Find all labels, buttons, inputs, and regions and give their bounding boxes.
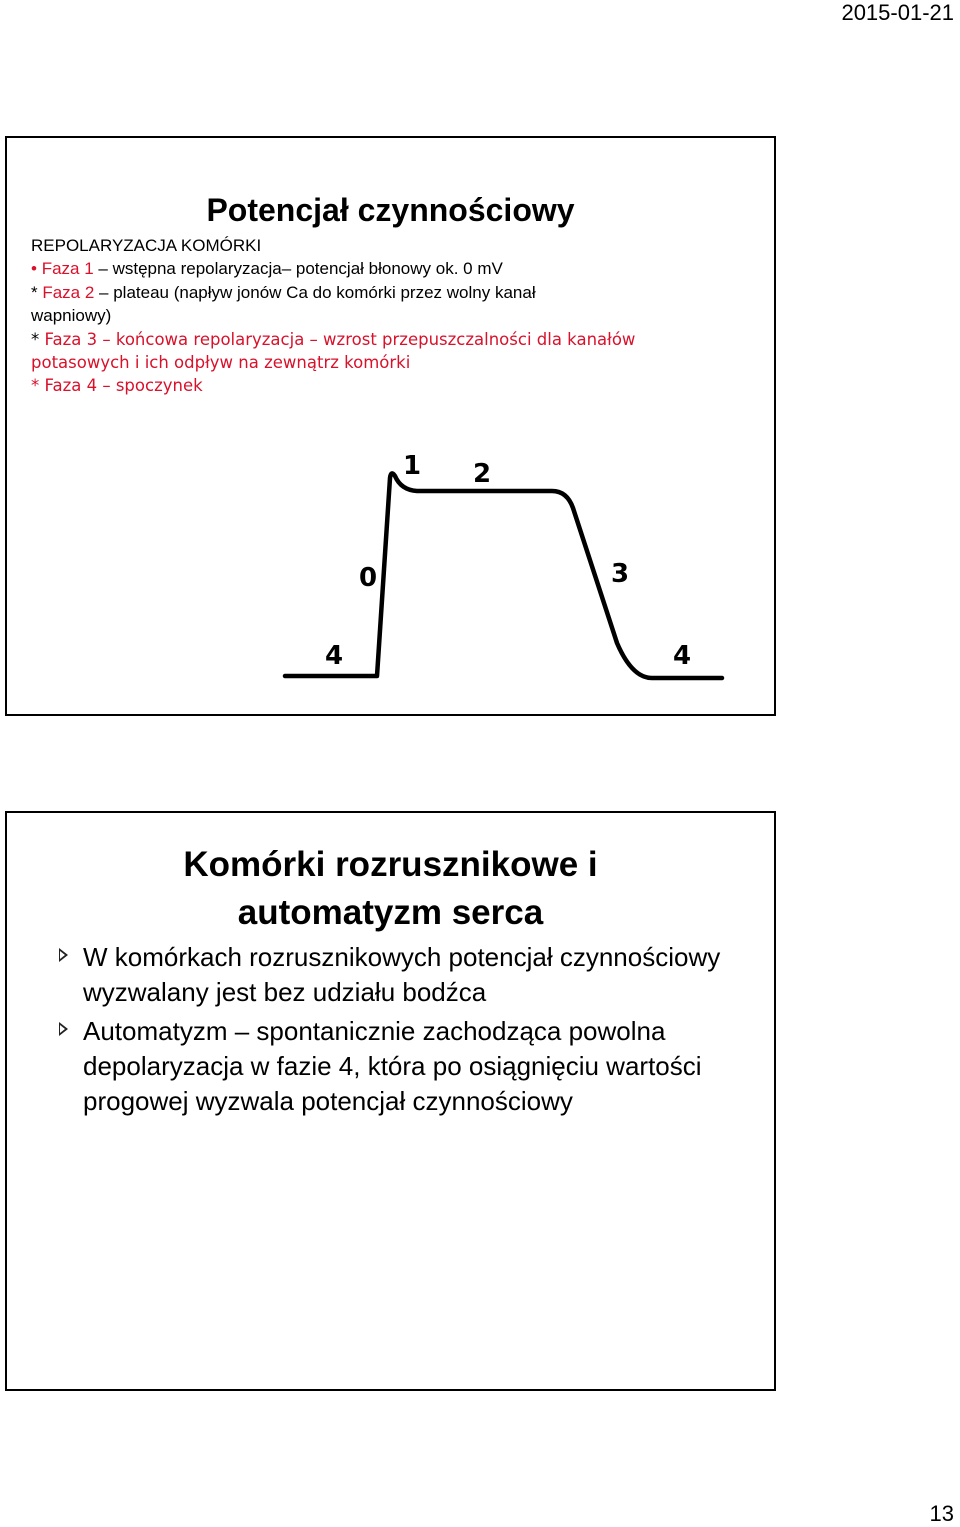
text-span: * xyxy=(31,282,43,302)
text-span: Faza 3 xyxy=(44,329,103,349)
list-item xyxy=(55,1014,755,1119)
phase-label-0: 0 xyxy=(359,563,378,593)
page-date: 2015-01-21 xyxy=(841,0,954,25)
text-line xyxy=(31,234,771,257)
arrow-bullet-icon xyxy=(59,1022,68,1036)
bullet-list xyxy=(55,940,755,1123)
list-item xyxy=(55,940,755,1010)
slide-pacemaker-cells xyxy=(5,811,776,1391)
text-span: * Faza 4 xyxy=(31,376,103,396)
text-span: Faza 1 xyxy=(41,259,99,279)
text-span: – wstępna repolaryzacja– potencjał błonowy ok. 0 mV xyxy=(98,259,503,279)
text-span: Faza 2 xyxy=(42,282,100,302)
text-span: wapniowy) xyxy=(31,306,112,326)
slide-title-line: automatyzm serca xyxy=(237,893,544,932)
phase-label-4-left: 4 xyxy=(325,641,344,671)
slide-title: Potencjał czynnościowy xyxy=(206,192,575,228)
text-line xyxy=(31,304,771,327)
slide-title xyxy=(7,841,774,937)
text-span: – końcowa repolaryzacja – wzrost przepuszczalności dla kanałów xyxy=(102,329,636,349)
phase-label-3: 3 xyxy=(611,559,630,589)
text-span: – plateau (napływ jonów Ca do komórki przez wolny kanał xyxy=(99,282,536,302)
bullet-glyph: • xyxy=(31,259,37,279)
text-line xyxy=(31,281,771,304)
text-line xyxy=(31,257,771,280)
slide-body-text xyxy=(31,234,771,398)
arrow-bullet-icon xyxy=(59,948,68,962)
page-number: 13 xyxy=(929,1501,954,1526)
phase-label-2: 2 xyxy=(473,459,492,489)
phase-label-4-right: 4 xyxy=(673,641,692,671)
slide-title-line: Komórki rozrusznikowe i xyxy=(183,845,598,884)
text-span: REPOLARYZACJA KOMÓRKI xyxy=(31,236,262,255)
phase-label-1: 1 xyxy=(403,451,422,481)
text-line xyxy=(31,351,771,374)
text-line xyxy=(31,374,771,397)
action-potential-curve xyxy=(285,473,722,678)
text-line xyxy=(31,328,771,351)
list-item-text: Automatyzm – spontanicznie zachodząca powolna depolaryzacja w fazie 4, która po osiągnięciu wartości progowej wyzwala potencjał czynnościowy xyxy=(83,1016,702,1116)
text-span: * xyxy=(31,329,45,349)
action-potential-diagram xyxy=(277,438,737,698)
text-span: – spoczynek xyxy=(102,376,203,396)
slide-action-potential xyxy=(5,136,776,716)
text-span: potasowych i ich odpływ na zewnątrz komórki xyxy=(31,353,411,373)
list-item-text: W komórkach rozrusznikowych potencjał czynnościowy wyzwalany jest bez udziału bodźca xyxy=(83,942,721,1007)
